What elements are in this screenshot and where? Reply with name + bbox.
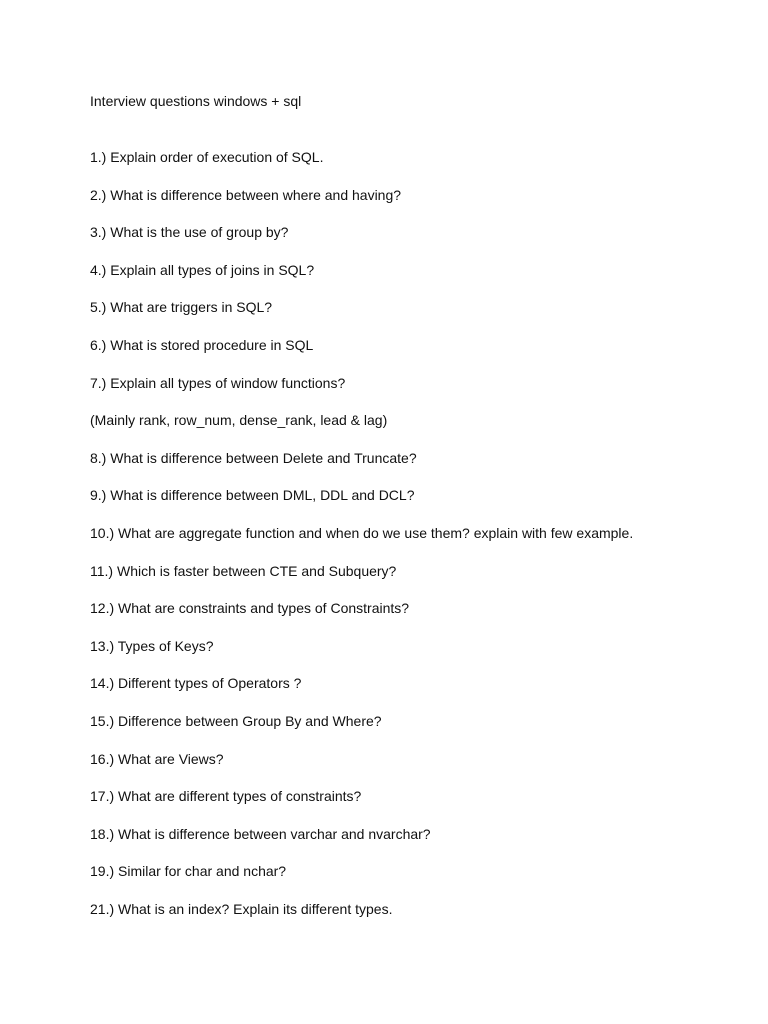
question-line: 16.) What are Views? bbox=[90, 750, 224, 767]
question-line: 21.) What is an index? Explain its different types. bbox=[90, 900, 393, 917]
question-line: 1.) Explain order of execution of SQL. bbox=[90, 149, 324, 165]
question-line: 7.) Explain all types of window functions? bbox=[90, 374, 346, 391]
question-line: 10.) What are aggregate function and when do we use them? explain with few example. bbox=[90, 524, 634, 541]
question-line: 12.) What are constraints and types of Constraints? bbox=[90, 600, 410, 617]
question-list bbox=[90, 148, 633, 937]
question-line: 18.) What is difference between varchar and nvarchar? bbox=[90, 825, 431, 842]
question-note: (Mainly rank, row_num, dense_rank, lead & lag) bbox=[90, 412, 388, 429]
document-title: Interview questions windows + sql bbox=[90, 93, 302, 109]
question-line: 3.) What is the use of group by? bbox=[90, 224, 289, 241]
question-line: 19.) Similar for char and nchar? bbox=[90, 863, 287, 880]
question-line: 5.) What are triggers in SQL? bbox=[90, 299, 273, 316]
question-line: 15.) Difference between Group By and Where? bbox=[90, 712, 382, 729]
question-line: 17.) What are different types of constraints? bbox=[90, 788, 362, 805]
question-line: 9.) What is difference between DML, DDL and DCL? bbox=[90, 487, 415, 504]
question-line: 4.) Explain all types of joins in SQL? bbox=[90, 261, 315, 278]
question-line: 8.) What is difference between Delete and Truncate? bbox=[90, 449, 417, 466]
question-line: 14.) Different types of Operators ? bbox=[90, 675, 302, 692]
question-line: 13.) Types of Keys? bbox=[90, 637, 214, 654]
question-line: 11.) Which is faster between CTE and Subquery? bbox=[90, 562, 397, 579]
question-line: 2.) What is difference between where and having? bbox=[90, 186, 402, 203]
question-line: 6.) What is stored procedure in SQL bbox=[90, 336, 314, 353]
